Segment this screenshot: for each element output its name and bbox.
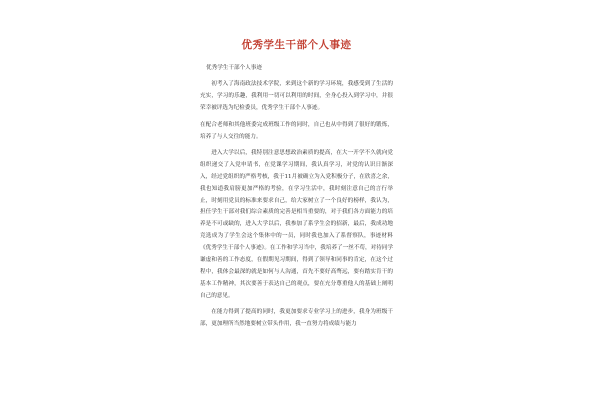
- body-paragraph: 在配合老师和其他班委完成班级工作的同时，自己也从中得到了很好的锻炼，培养了与人交往的能力。: [200, 121, 393, 140]
- body-paragraph: 进入大学以后，我特别注意思想政治素质的提高，在大一开学不久就向党组织递交了入党申请书，在党课学习期间，我认真学习，对党的认识日渐深入，经过党组织的严格考核，我于11月被确立为入党积极分子，在欣喜之余，我也知道我肩膀更加严格的考验，在学习生活中，我时刻注意自己的言行举止，时刻用党员的标准来要求自己，给大家树立了一个良好的榜样，我认为，担任学生干部对我们综合素质的完善是相当重要的，对于我们各方面能力的培养是不可或缺的，进入大学以后，我参加了系学生会的招新，最后，我成功地竞选成为了学生会这个集体中的一员，同时我也加入了系督察队，事迹材料《优秀学生干部个人事迹》。在工作和学习当中，我培养了一丝不苟，对待同学谦虚和善的工作态度，在假期见习期间，得到了领导和同事的肯定，在这个过程中，我体会最深的就是如何与人沟通，首先不要好高骛远，要有踏实肯干的基本工作精神，其次要善于表达自己的观点，要在充分尊重他人的基础上阐明自己的意见。: [200, 149, 393, 299]
- body-paragraph: 初考入了海南政法技术学院，来到这个新的学习环境，我感受到了生活的充实，学习的乐趣，我利用一切可以利用的时间，全身心投入到学习中，并很荣幸被评选为纪检委员，优秀学生干部个人事迹。: [200, 81, 393, 112]
- document-title: 优秀学生干部个人事迹: [241, 39, 352, 51]
- body-paragraph: 在能力得到了提高的同时，我更加要求专业学习上的进步，我身为班级干部，更加理所当然地要树立带头作用，我一直努力将成绩与能力: [200, 309, 393, 328]
- subtitle-paragraph: 优秀学生干部个人事迹: [206, 65, 262, 71]
- document-body: [200, 63, 393, 331]
